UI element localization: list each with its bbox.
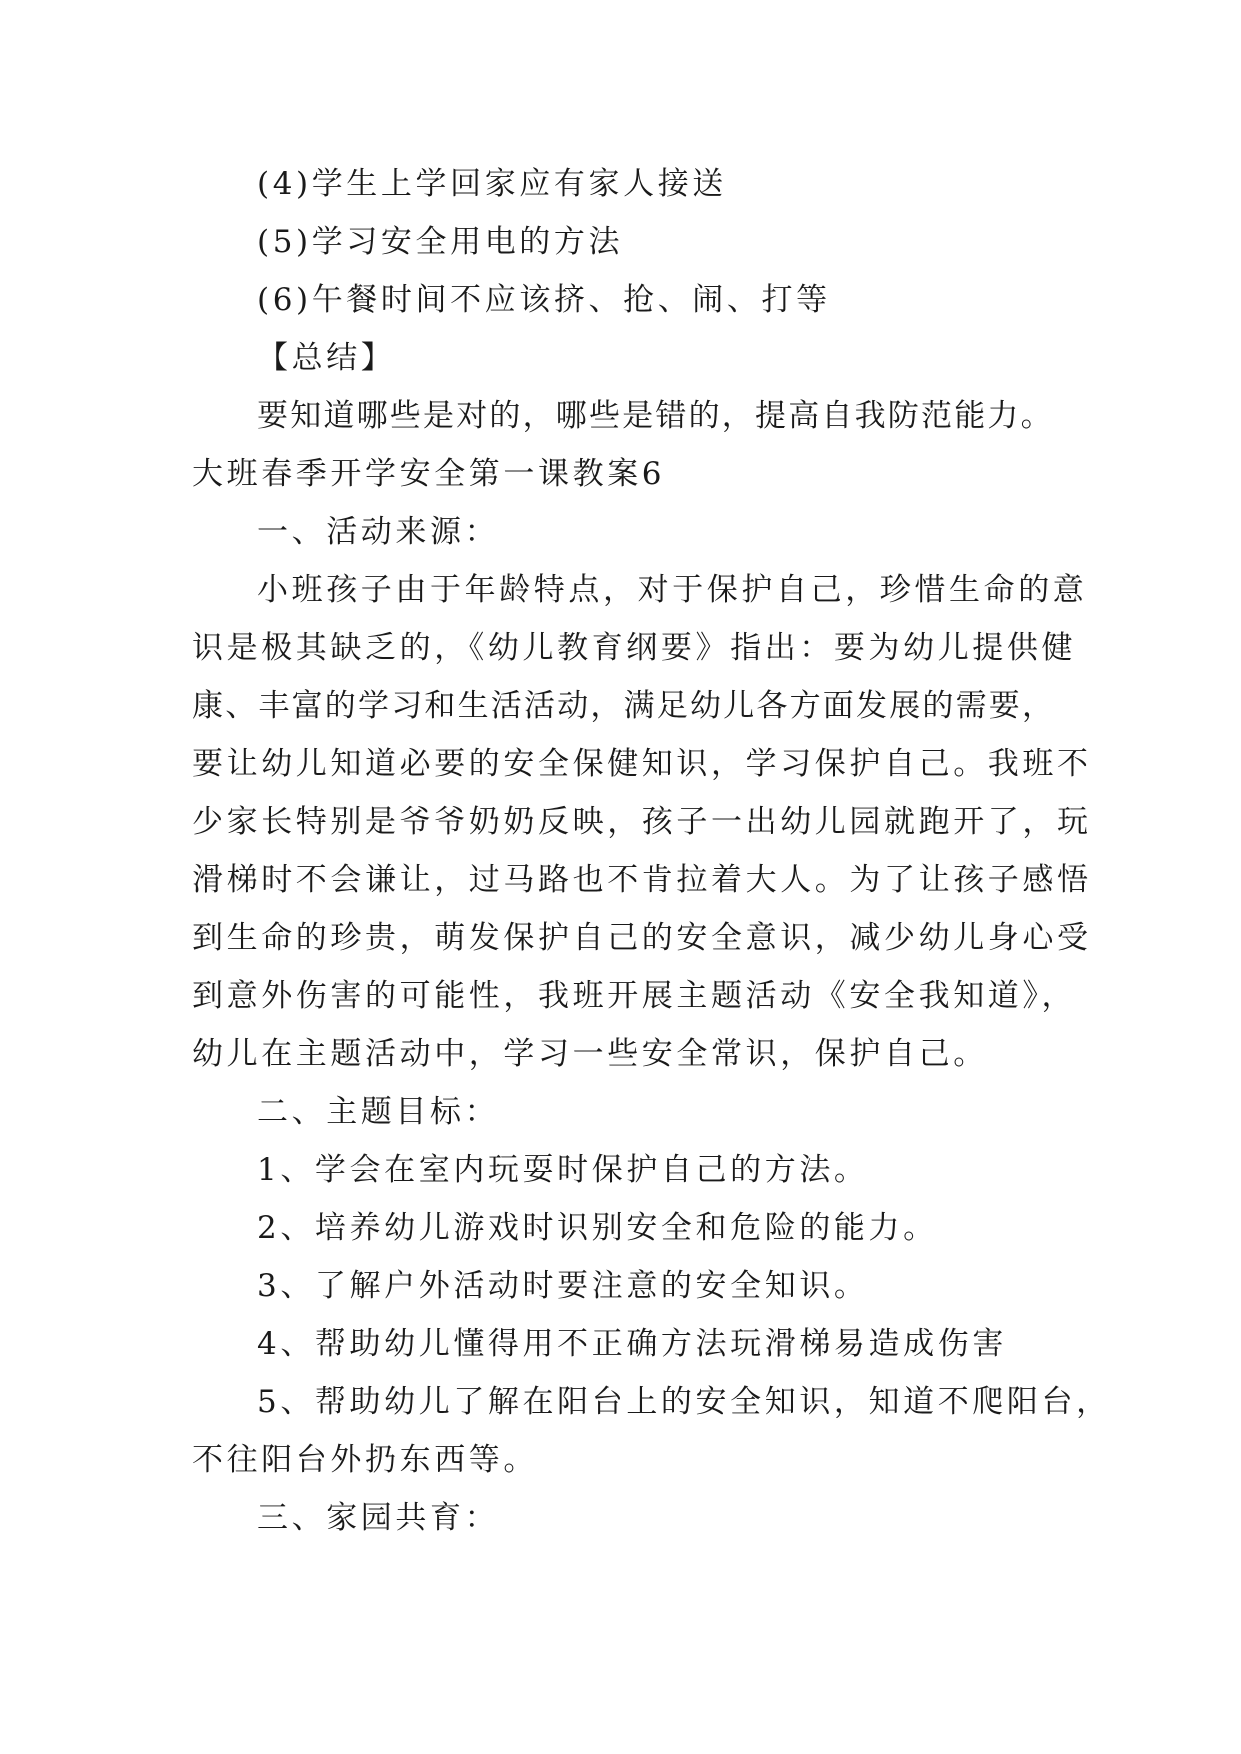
list-item-4: (4)学生上学回家应有家人接送 (257, 166, 727, 202)
goal-item: 4、帮助幼儿懂得用不正确方法玩滑梯易造成伤害 (257, 1326, 1007, 1362)
paragraph-line: 幼儿在主题活动中，学习一些安全常识，保护自己。 (192, 1036, 988, 1072)
paragraph-line: 识是极其缺乏的，《幼儿教育纲要》指出：要为幼儿提供健 (192, 630, 1077, 666)
summary-text: 要知道哪些是对的，哪些是错的，提高自我防范能力。 (257, 398, 1054, 434)
paragraph-line: 要让幼儿知道必要的安全保健知识，学习保护自己。我班不 (192, 746, 1092, 782)
goal-item: 3、了解户外活动时要注意的安全知识。 (257, 1268, 869, 1304)
paragraph-line: 少家长特别是爷爷奶奶反映，孩子一出幼儿园就跑开了，玩 (192, 804, 1092, 840)
paragraph-line: 到生命的珍贵，萌发保护自己的安全意识，减少幼儿身心受 (192, 920, 1092, 956)
goal-item: 1、学会在室内玩耍时保护自己的方法。 (257, 1152, 869, 1188)
paragraph-line: 滑梯时不会谦让，过马路也不肯拉着大人。为了让孩子感悟 (192, 862, 1092, 898)
list-item-6: (6)午餐时间不应该挤、抢、闹、打等 (257, 282, 831, 318)
goal-item: 2、培养幼儿游戏时识别安全和危险的能力。 (257, 1210, 938, 1246)
section-heading-goals: 二、主题目标： (257, 1094, 500, 1130)
paragraph-line: 小班孩子由于年龄特点，对于保护自己，珍惜生命的意 (257, 572, 1088, 608)
goal-item-continued: 不往阳台外扔东西等。 (192, 1442, 538, 1478)
lesson-title: 大班春季开学安全第一课教案6 (192, 456, 666, 492)
paragraph-line: 到意外伤害的可能性，我班开展主题活动《安全我知道》， (192, 978, 1077, 1014)
section-heading-source: 一、活动来源： (257, 514, 500, 550)
list-item-5: (5)学习安全用电的方法 (257, 224, 624, 260)
paragraph-line: 康、丰富的学习和生活活动，满足幼儿各方面发展的需要， (192, 688, 1056, 724)
summary-heading: 【总结】 (257, 340, 396, 376)
section-heading-home-school: 三、家园共育： (257, 1500, 500, 1536)
goal-item: 5、帮助幼儿了解在阳台上的安全知识，知道不爬阳台， (257, 1384, 1111, 1420)
